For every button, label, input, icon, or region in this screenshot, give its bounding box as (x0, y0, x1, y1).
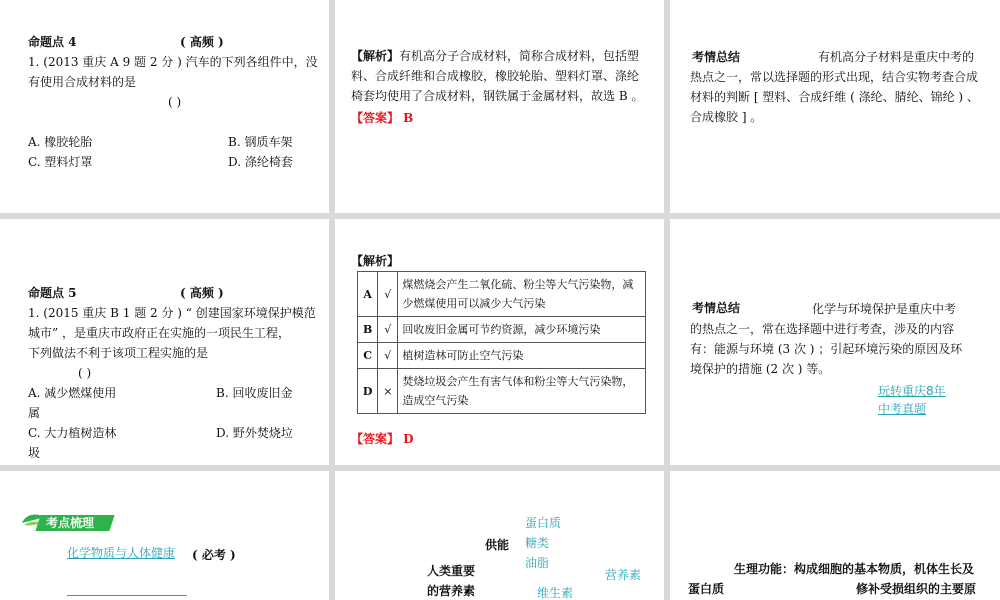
option-a[interactable]: A. 减少燃煤使用 (28, 386, 117, 400)
question-text: 有使用合成材料的是 (28, 75, 137, 89)
past-exams-link[interactable]: 玩转重庆8年 (878, 384, 946, 398)
frequency-label: ( 高频 ) (180, 35, 224, 49)
slide-5 (335, 219, 664, 465)
summary-text: 有机高分子材料是重庆中考的 (818, 50, 975, 64)
category-label: 人类重要 (427, 564, 476, 578)
nutrient-heading[interactable]: 营养素 (605, 568, 642, 582)
question-text: 下列做法不利于该项工程实施的是 (28, 346, 209, 360)
option-c[interactable]: C. 塑料灯罩 (28, 155, 93, 169)
category-label: 的营养素 (427, 584, 476, 598)
topic-heading: 命题点 4 (28, 35, 77, 49)
frequency-label: ( 高频 ) (180, 286, 224, 300)
analysis-text: 椅套均使用了合成材料，钢铁属于金属材料，故选 B 。 (351, 89, 644, 103)
summary-text: 境保护的措施 (2 次 ) 等。 (690, 362, 831, 376)
question-text: 1. (2015 重庆 B 1 题 2 分 ) “ 创建国家环境保护模范 (28, 306, 316, 320)
option-key: A (358, 272, 378, 317)
row-explanation: 煤燃烧会产生二氧化硫、粉尘等大气污染物，减少燃煤使用可以减少大气污染 (398, 272, 646, 317)
slide-8 (335, 471, 664, 600)
verdict-mark: × (378, 369, 398, 414)
verdict-mark: √ (378, 272, 398, 317)
summary-text: 化学与环境保护是重庆中考 (812, 302, 957, 316)
slide-9 (670, 471, 1000, 600)
option-c[interactable]: C. 大力植树造林 (28, 426, 117, 440)
verdict-mark: √ (378, 317, 398, 343)
option-d[interactable]: D. 涤纶椅套 (228, 155, 293, 169)
slide-7 (0, 471, 329, 600)
supply-label: 供能 (485, 538, 510, 552)
row-explanation: 植树造林可防止空气污染 (398, 343, 646, 369)
required-note: ( 必考 ) (192, 548, 236, 562)
slide-6 (670, 219, 1000, 465)
answer-label: 【答案】 B (351, 111, 414, 125)
slide-4 (0, 219, 329, 465)
option-d[interactable]: D. 野外焚烧垃 (216, 426, 293, 440)
nutrient-item[interactable]: 维生素 (537, 586, 574, 600)
analysis-text: 有机高分子合成材料，简称合成材料，包括塑 (399, 49, 640, 63)
slide-1 (0, 0, 329, 213)
summary-text: 有：能源与环境 (3 次 ) ；引起环境污染的原因及环 (690, 342, 963, 356)
slide-2 (335, 0, 664, 213)
answer-label: 【答案】 D (351, 432, 414, 446)
nutrient-item[interactable]: 糖类 (525, 536, 550, 550)
table-row (358, 369, 646, 414)
analysis-tag: 【解析】 (351, 254, 400, 268)
summary-text: 合成橡胶 ] 。 (690, 110, 763, 124)
option-b[interactable]: B. 钢质车架 (228, 135, 293, 149)
slide-3 (670, 0, 1000, 213)
option-b-wrap: 属 (28, 406, 41, 420)
table-row (358, 272, 646, 317)
function-text: 修补受损组织的主要原 (856, 582, 977, 596)
table-row (358, 317, 646, 343)
summary-title: 考情总结 (692, 50, 741, 64)
past-exams-link[interactable]: 中考真题 (878, 402, 927, 416)
summary-text: 的热点之一，常在选择题中进行考查，涉及的内容 (690, 322, 955, 336)
row-explanation: 焚烧垃圾会产生有害气体和粉尘等大气污染物，造成空气污染 (398, 369, 646, 414)
question-text: 1. (2013 重庆 A 9 题 2 分 ) 汽车的下列各组件中，没 (28, 55, 318, 69)
section-badge: 考点梳理 (35, 515, 114, 531)
option-key: D (358, 369, 378, 414)
analysis-table (357, 271, 646, 414)
option-a[interactable]: A. 橡胶轮胎 (28, 135, 93, 149)
verdict-mark: √ (378, 343, 398, 369)
nutrient-item[interactable]: 油脂 (525, 556, 550, 570)
partial-link (67, 595, 187, 597)
nutrient-item[interactable]: 蛋白质 (525, 516, 562, 530)
analysis-tag: 【解析】 (351, 49, 400, 63)
option-key: B (358, 317, 378, 343)
option-b[interactable]: B. 回收废旧金 (216, 386, 293, 400)
option-d-wrap: 圾 (28, 446, 41, 460)
topic-heading: 命题点 5 (28, 286, 77, 300)
topic-link[interactable]: 化学物质与人体健康 (67, 546, 176, 560)
summary-text: 材料的判断 [ 塑料、合成纤维 ( 涤纶、腈纶、锦纶 ) 、 (690, 90, 979, 104)
question-text: 城市” ，是重庆市政府正在实施的一项民生工程， (28, 326, 290, 340)
answer-bracket: ( ) (78, 366, 92, 380)
summary-title: 考情总结 (692, 301, 741, 315)
option-key: C (358, 343, 378, 369)
analysis-text: 料、合成纤维和合成橡胶，橡胶轮胎、塑料灯罩、涤纶 (351, 69, 640, 83)
row-explanation: 回收废旧金属可节约资源，减少环境污染 (398, 317, 646, 343)
answer-bracket: ( ) (168, 95, 182, 109)
function-text: 生理功能：构成细胞的基本物质，机体生长及 (734, 562, 975, 576)
nutrient-name: 蛋白质 (688, 582, 725, 596)
table-row (358, 343, 646, 369)
summary-text: 热点之一，常以选择题的形式出现，结合实物考查合成 (690, 70, 979, 84)
